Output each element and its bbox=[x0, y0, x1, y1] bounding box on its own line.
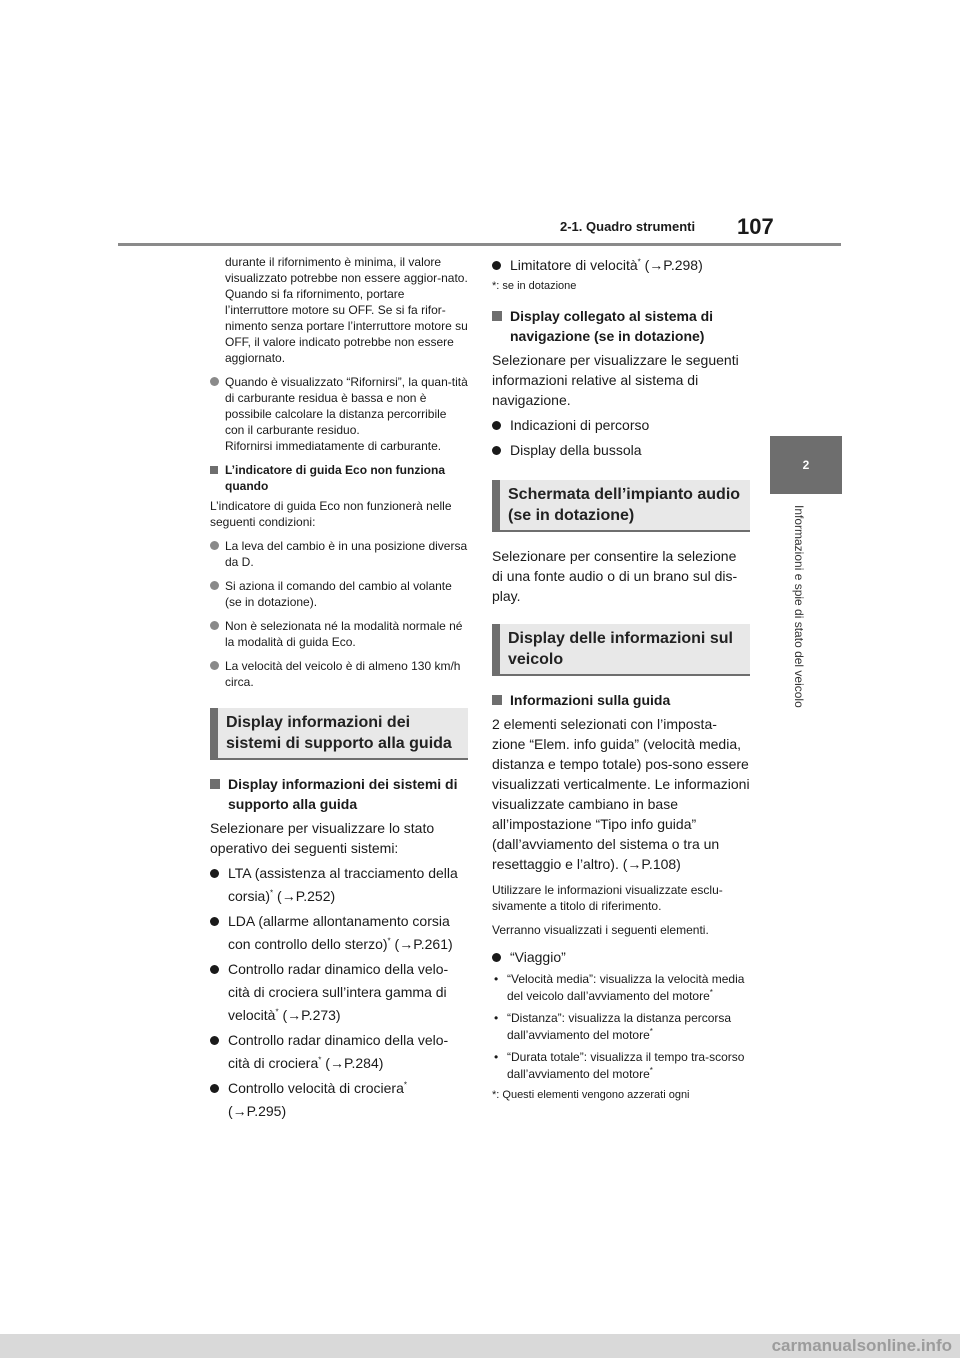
bullet-icon bbox=[210, 541, 219, 550]
list-item: Limitatore di velocità* (→P.298) bbox=[492, 254, 750, 277]
right-column bbox=[492, 254, 750, 1109]
body-text: Selezionare per consentire la selezione di una fonte audio o di un brano sul dis-play. bbox=[492, 548, 738, 604]
subsection-heading: Informazioni sulla guida bbox=[492, 690, 750, 710]
body-text: Selezionare per visualizzare le seguenti informazioni relative al sistema di navigazione. bbox=[492, 352, 739, 408]
list-item: Non è selezionata né la modalità normale né la modalità di guida Eco. bbox=[210, 618, 468, 650]
square-bullet-icon bbox=[492, 695, 502, 705]
section-heading: Display informazioni dei sistemi di supporto alla guida bbox=[210, 708, 468, 760]
list-item: • “Distanza”: visualizza la distanza percorsa dall’avviamento del motore* bbox=[494, 1011, 732, 1042]
bullet-icon bbox=[210, 869, 219, 878]
body-text: 2 elementi selezionati con l’imposta-zione “Elem. info guida” (velocità media, distanza e tempo totale) pos-sono essere visualizzati verticalmente. Le informazioni visualizzate cambiano in base all’impostazione “Tipo info guida” (dall’avviamento del sistema o tra un resettaggio e l’altro). (→P.108) bbox=[492, 716, 750, 872]
watermark-text: carmanualsonline.info bbox=[771, 1336, 952, 1355]
subsection-heading: Display informazioni dei sistemi di supporto alla guida bbox=[210, 774, 468, 814]
eco-text: L’indicatore di guida Eco non funzionerà nelle seguenti condizioni: bbox=[210, 499, 452, 529]
section-heading: Schermata dell’impianto audio (se in dotazione) bbox=[492, 480, 750, 532]
bullet-icon bbox=[492, 261, 501, 270]
list-item: Controllo radar dinamico della velo-cità di crociera sull’intera gamma di velocità* (→P.273) bbox=[210, 958, 468, 1027]
page-number: 107 bbox=[737, 214, 774, 239]
list-item: Quando è visualizzato “Rifornirsi”, la quan-tità di carburante residua è bassa e non è possibile calcolare la distanza percorribile con il carburante residuo. Rifornirsi immediatamente di carburante. bbox=[210, 374, 468, 454]
list-item: Controllo radar dinamico della velo-cità di crociera* (→P.284) bbox=[210, 1029, 468, 1075]
watermark-bar bbox=[0, 1334, 960, 1358]
bullet-icon bbox=[492, 446, 501, 455]
chapter-label: Informazioni e spie di stato del veicolo bbox=[792, 505, 806, 708]
section-title: 2-1. Quadro strumenti bbox=[560, 219, 696, 234]
list-item: • “Velocità media”: visualizza la velocità media del veicolo dall’avviamento del motore* bbox=[494, 972, 745, 1003]
square-bullet-icon bbox=[210, 779, 220, 789]
footnote: *: Questi elementi vengono azzerati ogni bbox=[492, 1089, 690, 1101]
page-reference: (→P.284) bbox=[321, 1055, 384, 1071]
bullet-icon bbox=[210, 1084, 219, 1093]
list-item: La velocità del veicolo è di almeno 130 km/h circa. bbox=[210, 658, 468, 690]
square-bullet-icon bbox=[210, 466, 218, 474]
chapter-tab: 2 bbox=[770, 436, 842, 494]
square-bullet-icon bbox=[492, 311, 502, 321]
left-column bbox=[210, 254, 468, 1125]
list-item: LDA (allarme allontanamento corsia con controllo dello sterzo)* (→P.261) bbox=[210, 910, 468, 956]
note-text: Utilizzare le informazioni visualizzate esclu-sivamente a titolo di riferimento. bbox=[492, 883, 723, 913]
eco-heading: L’indicatore di guida Eco non funziona quando bbox=[210, 462, 468, 494]
section-heading: Display delle informazioni sul veicolo bbox=[492, 624, 750, 676]
list-item: Indicazioni di percorso bbox=[492, 414, 750, 437]
bullet-icon bbox=[210, 377, 219, 386]
body-text: Selezionare per visualizzare lo stato operativo dei seguenti sistemi: bbox=[210, 820, 435, 856]
header-rule bbox=[118, 243, 841, 246]
bullet-icon bbox=[210, 965, 219, 974]
list-item: Controllo velocità di crociera* (→P.295) bbox=[210, 1077, 468, 1123]
list-item: “Viaggio” bbox=[492, 946, 750, 969]
page-reference: (→P.298) bbox=[640, 257, 703, 273]
bullet-icon bbox=[210, 621, 219, 630]
page-reference: (→P.295) bbox=[228, 1103, 287, 1119]
bullet-icon bbox=[210, 917, 219, 926]
bullet-icon bbox=[492, 421, 501, 430]
page-reference: (→P.261) bbox=[390, 936, 453, 952]
list-item: Display della bussola bbox=[492, 439, 750, 462]
bullet-icon bbox=[210, 661, 219, 670]
page-reference: (→P.252) bbox=[273, 888, 336, 904]
list-item: LTA (assistenza al tracciamento della corsia)* (→P.252) bbox=[210, 862, 468, 908]
list-item: Si aziona il comando del cambio al volante (se in dotazione). bbox=[210, 578, 468, 610]
footnote: *: se in dotazione bbox=[492, 280, 577, 292]
bullet-icon bbox=[492, 953, 501, 962]
list-item: • “Durata totale”: visualizza il tempo tra-scorso dall’avviamento del motore* bbox=[494, 1050, 745, 1081]
intro-text: durante il rifornimento è minima, il valore visualizzato potrebbe non essere aggior-nato. Quando si fa rifornimento, portare l’interruttore motore su OFF. Se si fa rifor-nimento senza portare l’interruttore motore su OFF, il valore indicato potrebbe non essere aggiornato. bbox=[225, 255, 468, 365]
list-item: La leva del cambio è in una posizione diversa da D. bbox=[210, 538, 468, 570]
note-text: Verranno visualizzati i seguenti elementi. bbox=[492, 923, 709, 937]
page-reference: (→P.273) bbox=[278, 1007, 341, 1023]
bullet-icon bbox=[210, 581, 219, 590]
bullet-icon bbox=[210, 1036, 219, 1045]
subsection-heading: Display collegato al sistema di navigazione (se in dotazione) bbox=[492, 306, 750, 346]
